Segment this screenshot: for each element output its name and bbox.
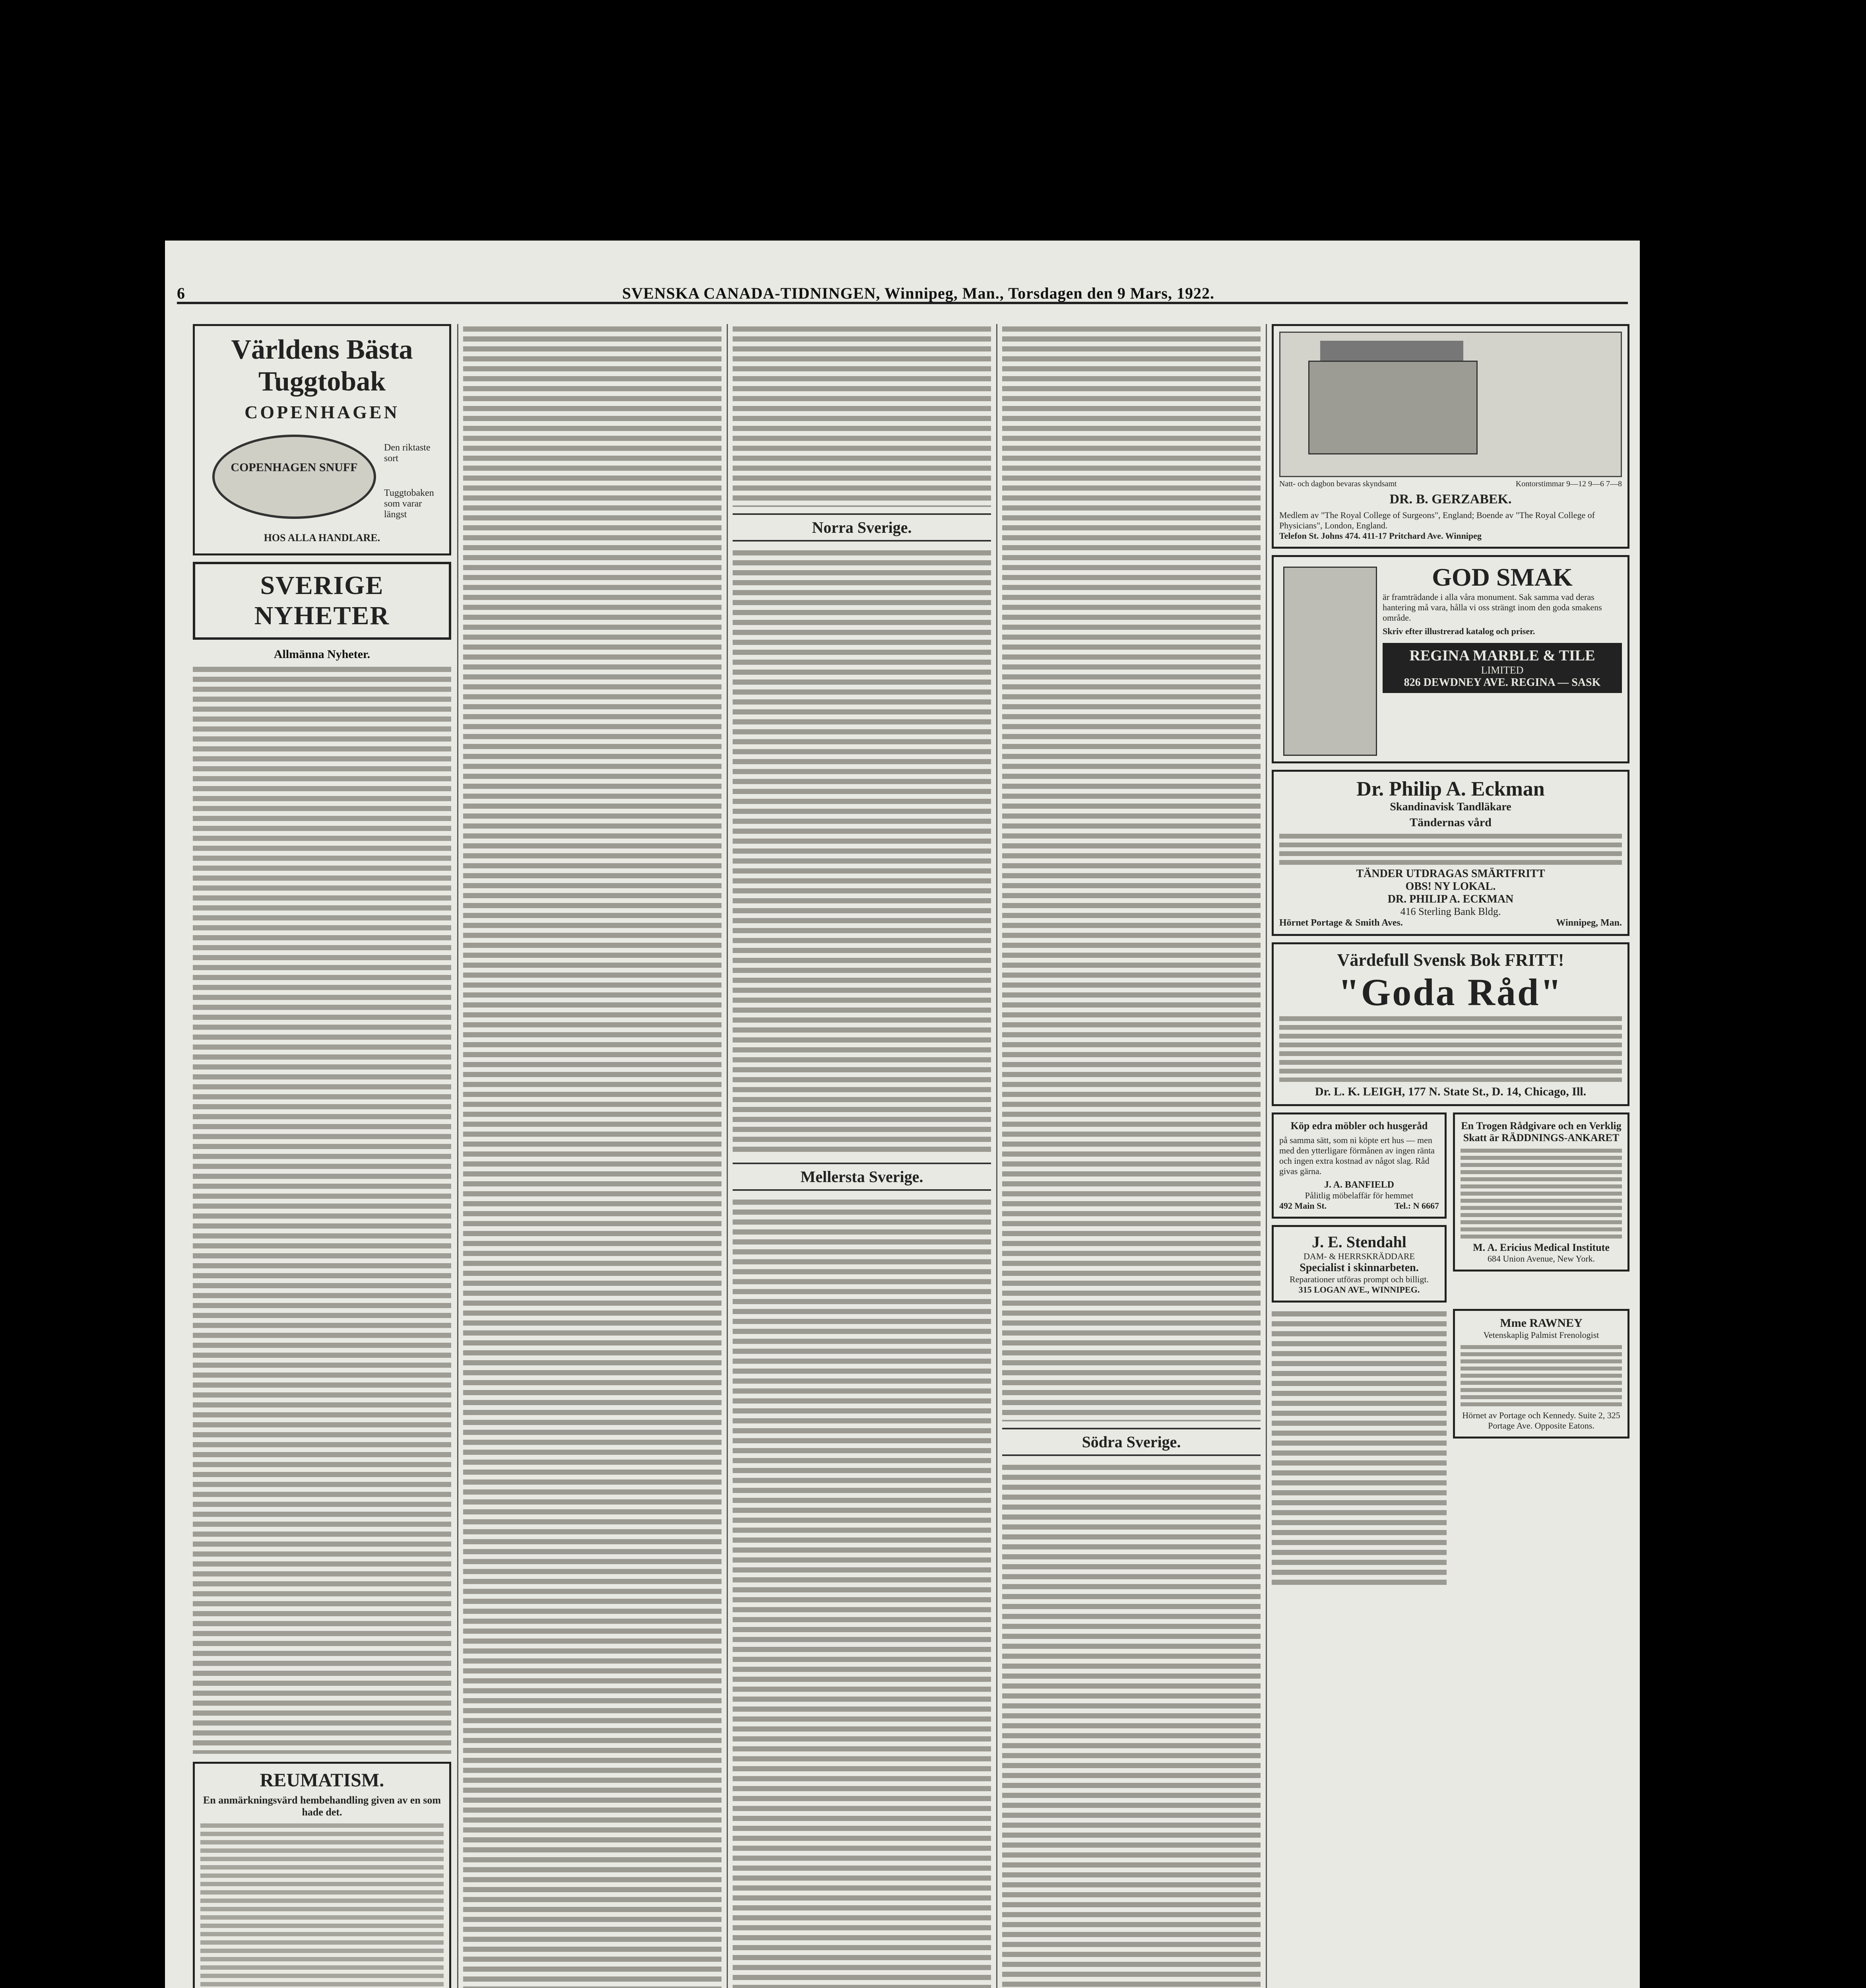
- column-rule: [1266, 324, 1267, 1988]
- goda-rad-headline: Värdefull Svensk Bok FRITT!: [1337, 950, 1564, 970]
- stendahl-address: 315 LOGAN AVE., WINNIPEG.: [1298, 1285, 1420, 1295]
- masthead-title: SVENSKA CANADA-TIDNINGEN, Winnipeg, Man., Torsdagen den 9 Mars, 1922.: [622, 284, 1214, 302]
- stendahl-ad: [1272, 1225, 1447, 1303]
- reumatism-title: REUMATISM.: [260, 1770, 384, 1791]
- eckman-corner: Hörnet Portage & Smith Aves.: [1279, 918, 1403, 928]
- column-rule: [996, 324, 997, 1988]
- raddnings-address: 684 Union Avenue, New York.: [1487, 1254, 1595, 1264]
- tobacco-ad-title: Världens Bästa Tuggtobak: [231, 334, 413, 397]
- tobacco-retail: HOS ALLA HANDLARE.: [264, 532, 380, 544]
- eckman-name-2: DR. PHILIP A. ECKMAN: [1387, 893, 1514, 905]
- tobacco-ad: [193, 324, 451, 555]
- eckman-address: 416 Sterling Bank Bldg.: [1400, 906, 1501, 917]
- mellersta-sverige-header: Mellersta Sverige.: [733, 1163, 991, 1191]
- column-rule: [457, 324, 458, 1988]
- raddnings-ad: [1453, 1112, 1629, 1272]
- masthead: [177, 284, 1628, 304]
- sverige-nyheter-header: SVERIGE NYHETER: [193, 562, 451, 640]
- god-smak-ad: [1272, 555, 1629, 763]
- rawney-body: [1461, 1343, 1622, 1407]
- allmanna-nyheter-subhead: Allmänna Nyheter.: [273, 648, 370, 661]
- goda-rad-body: [1279, 1014, 1622, 1082]
- clinic-building-image: [1279, 332, 1622, 477]
- eckman-offer: TÄNDER UTDRAGAS SMÄRTFRITT: [1356, 868, 1545, 880]
- eckman-care: Tändernas vård: [1410, 816, 1492, 829]
- col1-body-text: [193, 664, 451, 1754]
- stendahl-name: J. E. Stendahl: [1312, 1233, 1406, 1251]
- banfield-ad: [1272, 1112, 1447, 1219]
- monument-image: [1283, 567, 1377, 756]
- regina-company: REGINA MARBLE & TILE: [1409, 647, 1595, 664]
- snuff-tin-image: [212, 435, 376, 519]
- raddnings-title: En Trogen Rådgivare och en Verklig Skatt är RÄDDNINGS-ANKARET: [1461, 1120, 1622, 1143]
- page-number: 6: [177, 284, 185, 302]
- goda-rad-footer: Dr. L. K. LEIGH, 177 N. State St., D. 14, Chicago, Ill.: [1315, 1085, 1587, 1098]
- newspaper-page: [165, 241, 1640, 1988]
- gerzabek-ad: [1272, 324, 1629, 549]
- col4-body-top: [1002, 324, 1261, 1421]
- column-2: [463, 324, 722, 1988]
- banfield-tagline: Pålitlig möbelaffär för hemmet: [1305, 1190, 1414, 1200]
- column-4: [1002, 324, 1261, 1988]
- god-smak-cta: Skriv efter illustrerad katalog och priser.: [1383, 626, 1535, 636]
- tobacco-claim-2: Tuggtobaken som varar längst: [384, 488, 434, 520]
- eckman-ad: [1272, 770, 1629, 936]
- sodra-sverige-header: Södra Sverige.: [1002, 1428, 1261, 1456]
- gerzabek-detail: Medlem av "The Royal College of Surgeons", England; Boende av "The Royal College of Physicians", London, England.: [1279, 510, 1595, 530]
- col5-body-text: [1272, 1309, 1447, 1587]
- column-5-ads: [1272, 324, 1629, 1988]
- goda-rad-ad: [1272, 942, 1629, 1106]
- goda-rad-title: "Goda Råd": [1338, 971, 1563, 1013]
- banfield-address: 492 Main St.: [1279, 1201, 1327, 1211]
- eckman-city: Winnipeg, Man.: [1556, 918, 1622, 928]
- banfield-body: på samma sätt, som ni köpte ert hus — men med den ytterligare förmånen av ingen ränta och ingen extra kostnad av något slag. Råd givas gärna.: [1279, 1135, 1435, 1176]
- rawney-name: Mme RAWNEY: [1500, 1316, 1583, 1330]
- rawney-address: Hörnet av Portage och Kennedy. Suite 2, 325 Portage Ave. Opposite Eatons.: [1462, 1410, 1620, 1431]
- col3-body-top: [733, 324, 991, 507]
- eckman-title: Skandinavisk Tandläkare: [1390, 801, 1511, 813]
- raddnings-body: [1461, 1147, 1622, 1239]
- god-smak-body: är framträdande i alla våra monument. Sak samma vad deras hantering må vara, hålla vi oss strängt inom den goda smakens område.: [1383, 592, 1602, 623]
- eckman-name: Dr. Philip A. Eckman: [1356, 778, 1545, 800]
- rawney-ad: [1453, 1309, 1629, 1439]
- norra-sverige-header: Norra Sverige.: [733, 513, 991, 542]
- gerzabek-address: Telefon St. Johns 474. 411-17 Pritchard Ave. Winnipeg: [1279, 531, 1482, 541]
- reumatism-subtitle: En anmärkningsvärd hembehandling given av en som hade det.: [203, 1794, 441, 1818]
- reumatism-ad: [193, 1762, 451, 1988]
- col3-body-bottom: [733, 1197, 991, 1988]
- clinic-caption: Natt- och dagbon bevaras skyndsamt: [1279, 480, 1397, 488]
- stendahl-special: Specialist i skinnarbeten.: [1300, 1262, 1419, 1274]
- clinic-hours: Kontorstimmar 9—12 9—6 7—8: [1515, 480, 1622, 488]
- eckman-note: OBS! NY LOKAL.: [1405, 880, 1496, 893]
- column-3: [733, 324, 991, 1988]
- banfield-phone: Tel.: N 6667: [1394, 1201, 1439, 1211]
- col3-body-mid: [733, 548, 991, 1156]
- tobacco-ad-brand: COPENHAGEN: [244, 402, 400, 422]
- regina-limited: LIMITED: [1481, 664, 1524, 676]
- rawney-sub: Vetenskaplig Palmist Frenologist: [1483, 1330, 1599, 1340]
- tobacco-claim-1: Den riktaste sort: [384, 443, 431, 464]
- banfield-title: Köp edra möbler och husgeråd: [1290, 1120, 1428, 1132]
- col4-body-bottom: [1002, 1462, 1261, 1988]
- gerzabek-name: DR. B. GERZABEK.: [1389, 492, 1512, 507]
- stendahl-repairs: Reparationer utföras prompt och billigt.: [1289, 1274, 1429, 1284]
- column-1: [193, 324, 451, 1988]
- regina-address: 826 DEWDNEY AVE. REGINA — SASK: [1404, 676, 1601, 689]
- god-smak-title: GOD SMAK: [1432, 563, 1573, 591]
- eckman-body: [1279, 832, 1622, 868]
- raddnings-institute: M. A. Ericius Medical Institute: [1473, 1242, 1610, 1253]
- column-rule: [727, 324, 728, 1988]
- stendahl-trade: DAM- & HERRSKRÄDDARE: [1303, 1251, 1415, 1261]
- col2-body-text: [463, 324, 722, 1988]
- reumatism-body: [200, 1821, 444, 1988]
- banfield-name: J. A. BANFIELD: [1324, 1180, 1395, 1190]
- snuff-tin-label: COPENHAGEN SNUFF: [231, 461, 358, 474]
